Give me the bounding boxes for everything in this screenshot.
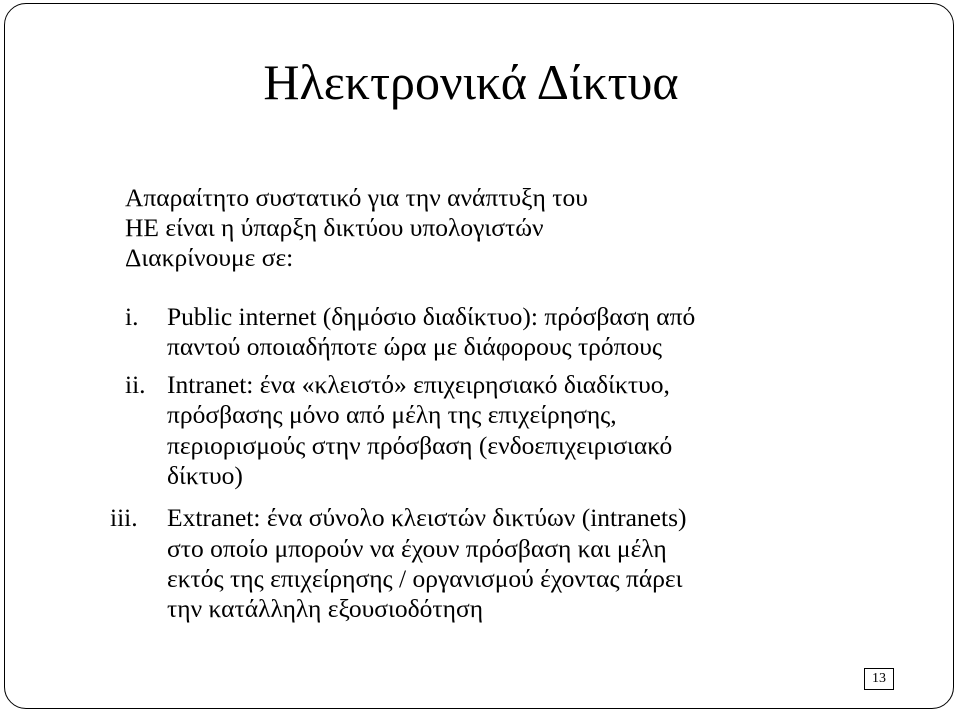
list-item-line: Intranet: ένα «κλειστό» επιχειρησιακό διαδίκτυο, bbox=[167, 370, 670, 399]
list-marker: ii. bbox=[125, 370, 146, 399]
list-item-line: πρόσβασης μόνο από μέλη της επιχείρησης, bbox=[167, 400, 617, 429]
list-item-line: δίκτυο) bbox=[167, 461, 243, 490]
list-item-line: εκτός της επιχείρησης / οργανισμού έχοντας πάρει bbox=[167, 564, 683, 593]
list-item-line: την κατάλληλη εξουσιοδότηση bbox=[167, 594, 484, 623]
intro-line: Απαραίτητο συστατικό για την ανάπτυξη του bbox=[125, 183, 588, 212]
list-item-line: στο οποίο μπορούν να έχουν πρόσβαση και μέλη bbox=[167, 534, 667, 563]
list-item-line: παντού οποιαδήποτε ώρα με διάφορους τρόπους bbox=[167, 332, 663, 361]
list-item-line: περιορισμούς στην πρόσβαση (ενδοεπιχειρισιακό bbox=[167, 431, 673, 460]
intro-line: Διακρίνουμε σε: bbox=[125, 243, 294, 272]
page-number: 13 bbox=[864, 668, 894, 690]
list-item-line: Extranet: ένα σύνολο κλειστών δικτύων (intranets) bbox=[167, 503, 687, 532]
list-item-line: Public internet (δημόσιο διαδίκτυο): πρόσβαση από bbox=[167, 302, 696, 331]
intro-line: ΗΕ είναι η ύπαρξη δικτύου υπολογιστών bbox=[125, 213, 544, 242]
list-marker: iii. bbox=[110, 503, 138, 532]
list-marker: i. bbox=[125, 302, 139, 331]
slide-title: Ηλεκτρονικά Δίκτυα bbox=[263, 54, 679, 110]
